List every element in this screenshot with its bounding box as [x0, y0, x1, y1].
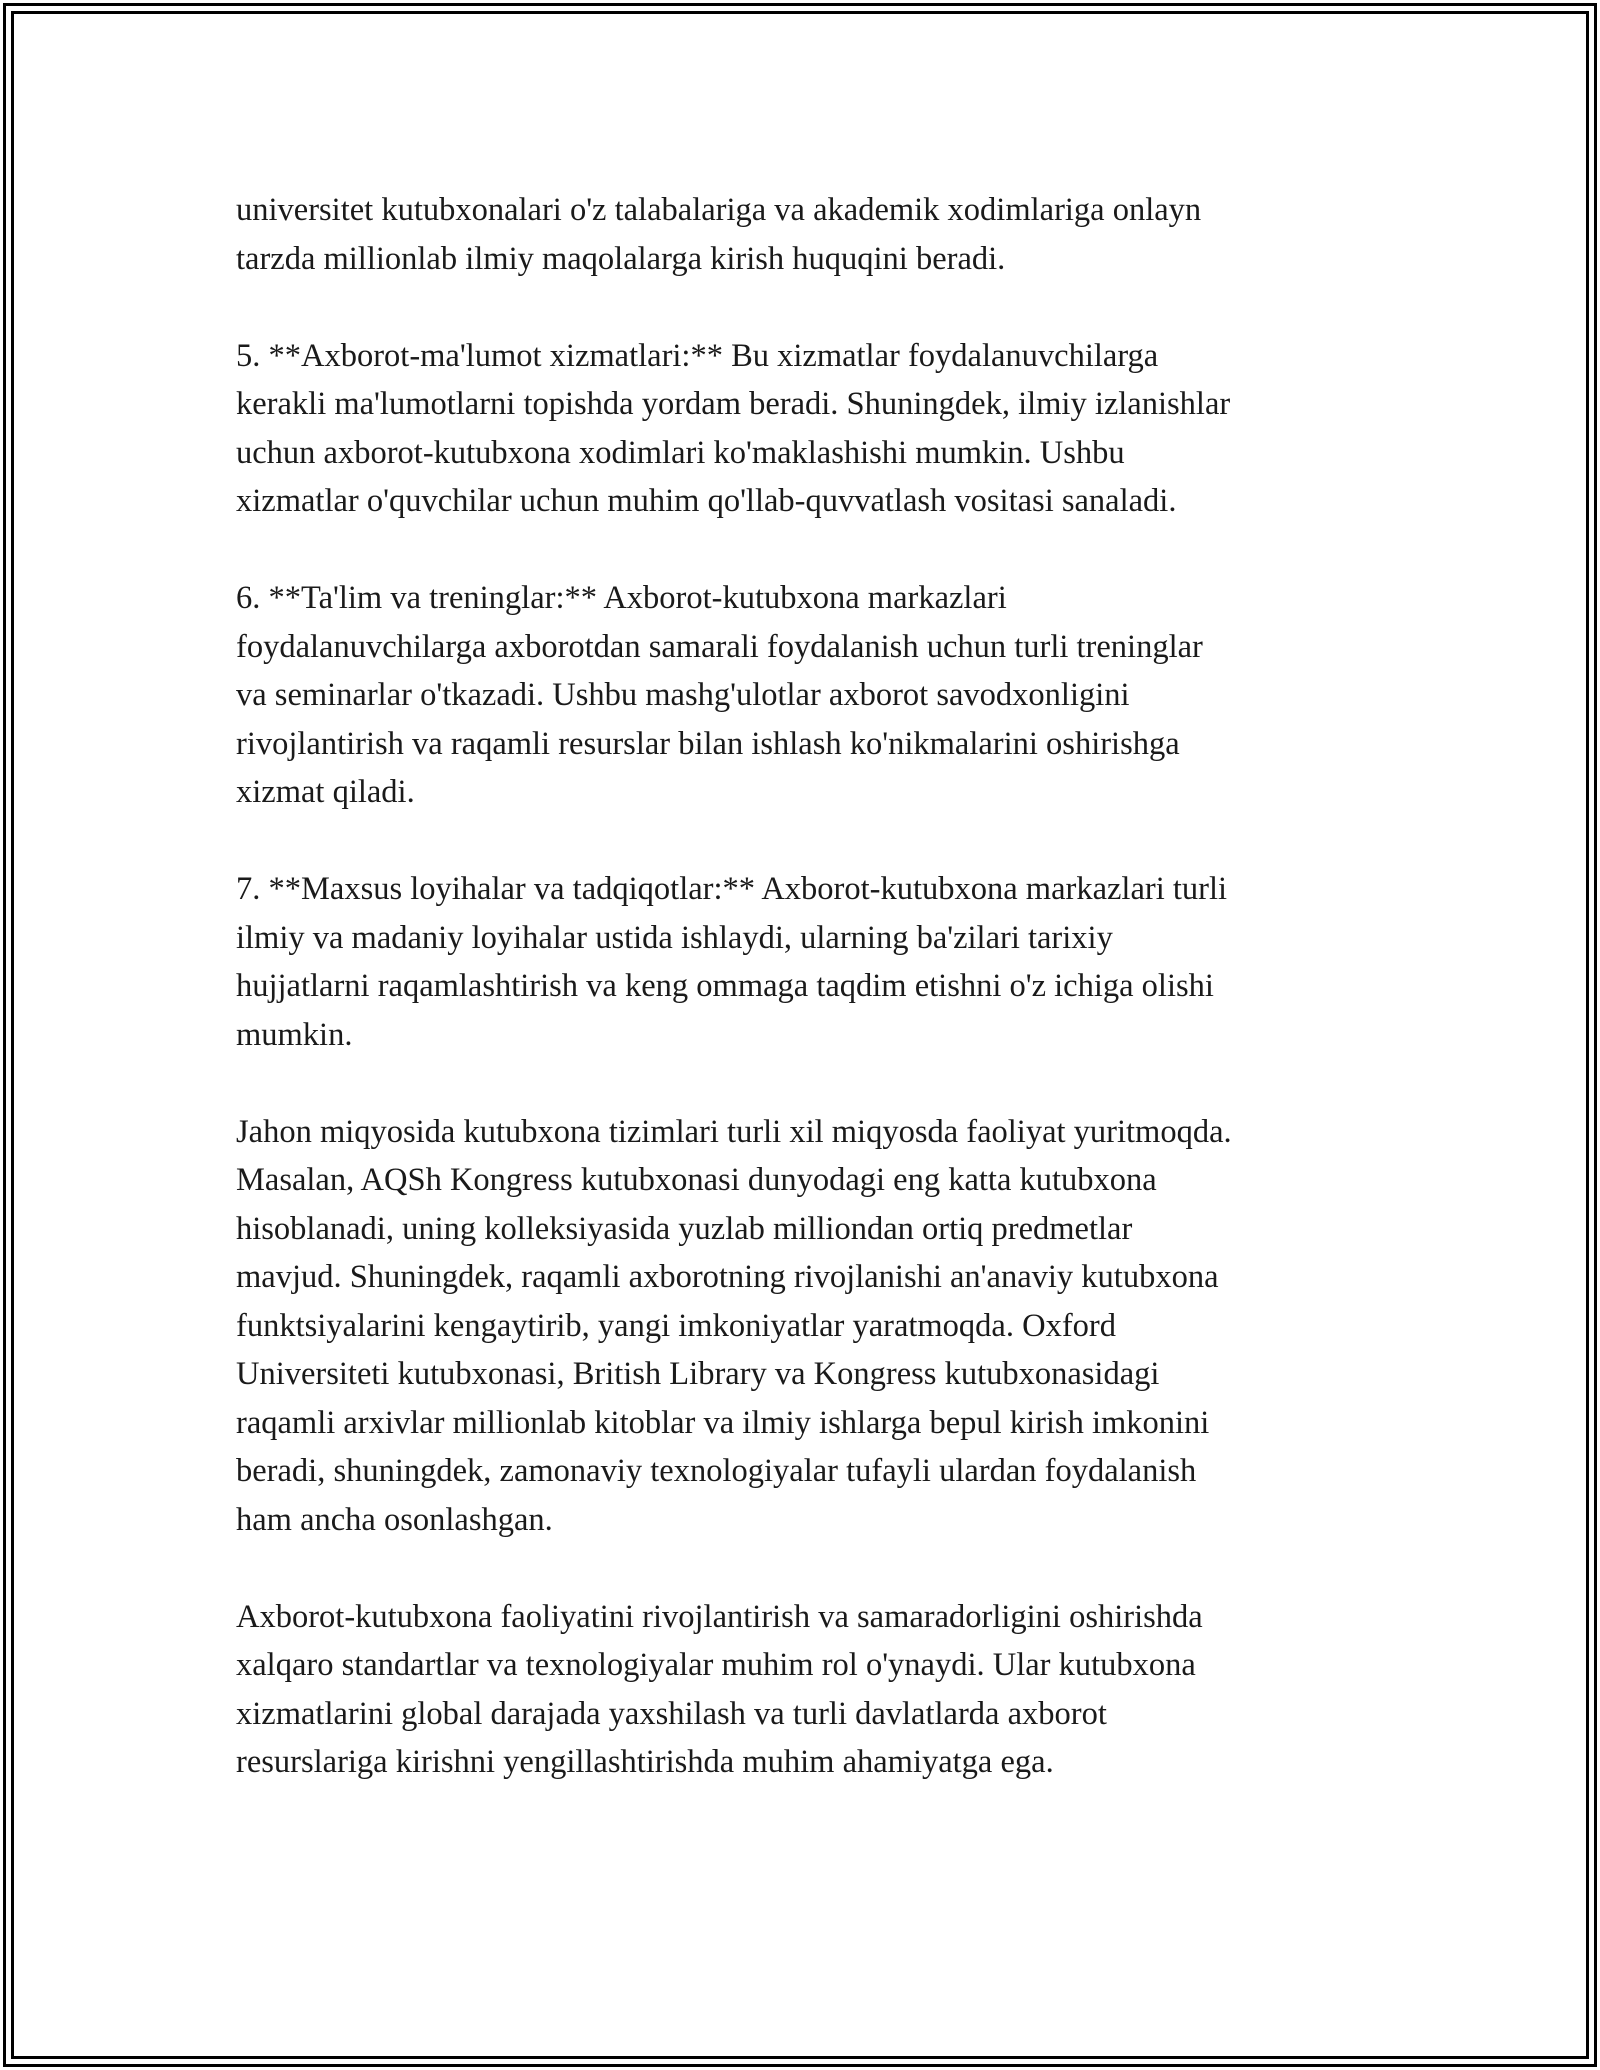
paragraph-item-5: 5. **Axborot-ma'lumot xizmatlari:** Bu xizmatlar foydalanuvchilarga kerakli ma'lumotlarni topishda yordam beradi. Shuningdek, ilmiy izlanishlar uchun axborot-kutubxona xodimlari ko'maklashishi mumkin. Ushbu xizmatlar o'quvchilar uchun muhim qo'llab-quvvatlash vositasi sanaladi.: [236, 337, 1231, 519]
paragraph-global-libraries: Jahon miqyosida kutubxona tizimlari turli xil miqyosda faoliyat yuritmoqda. Masalan, AQSh Kongress kutubxonasi dunyodagi eng katta kutubxona hisoblanadi, uning kolleksiyasida yuzlab milliondan ortiq predmetlar mavjud. Shuningdek, raqamli axborotning rivojlanishi an'anaviy kutubxona funktsiyalarini kengaytirib, yangi imkoniyatlar yaratmoqda. Oxford Universiteti kutubxonasi, British Library va Kongress kutubxonasidagi raqamli arxivlar millionlab kitoblar va ilmiy ishlarga bepul kirish imkonini beradi, shuningdek, zamonaviy texnologiyalar tufayli ulardan foydalanish ham ancha osonlashgan.: [236, 1113, 1232, 1538]
paragraph-continuation: universitet kutubxonalari o'z talabalariga va akademik xodimlariga onlayn tarzda millionlab ilmiy maqolalarga kirish huquqini beradi.: [236, 192, 1202, 277]
paragraph-item-6: 6. **Ta'lim va treninglar:** Axborot-kutubxona markazlari foydalanuvchilarga axborotdan samarali foydalanish uchun turli treninglar va seminarlar o'tkazadi. Ushbu mashg'ulotlar axborot savodxonligini rivojlantirish va raqamli resurslar bilan ishlash ko'nikmalarini oshirishga xizmat qiladi.: [236, 580, 1203, 810]
paragraph-item-7: 7. **Maxsus loyihalar va tadqiqotlar:** Axborot-kutubxona markazlari turli ilmiy va madaniy loyihalar ustida ishlaydi, ularning ba'zilari tarixiy hujjatlarni raqamlashtirish va keng ommaga taqdim etishni o'z ichiga olishi mumkin.: [236, 871, 1228, 1053]
document-body: [236, 186, 1366, 1835]
paragraph-conclusion: Axborot-kutubxona faoliyatini rivojlantirish va samaradorligini oshirishda xalqaro standartlar va texnologiyalar muhim rol o'ynaydi. Ular kutubxona xizmatlarini global darajada yaxshilash va turli davlatlarda axborot resurslariga kirishni yengillashtirishda muhim ahamiyatga ega.: [236, 1598, 1203, 1780]
